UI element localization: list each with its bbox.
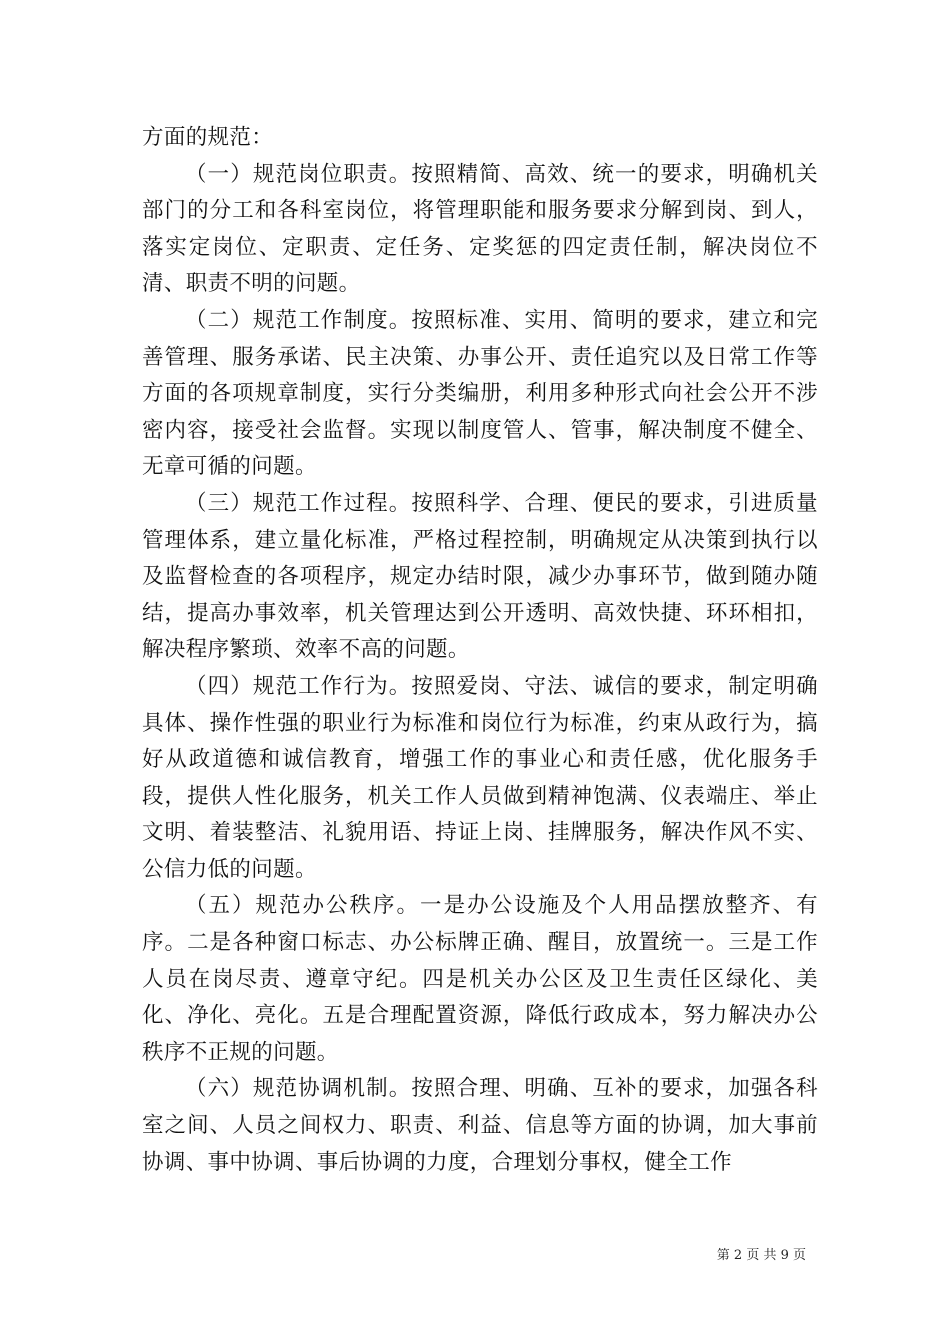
paragraph-job-duties: （一）规范岗位职责。按照精简、高效、统一的要求，明确机关部门的分工和各科室岗位，将管理职能和服务要求分解到岗、到人，落实定岗位、定职责、定任务、定奖惩的四定责任制，解决岗位不清、职责不明的问题。 bbox=[142, 161, 818, 297]
paragraph-work-conduct: （四）规范工作行为。按照爱岗、守法、诚信的要求，制定明确具体、操作性强的职业行为标准和岗位行为标准，约束从政行为，搞好从政道德和诚信教育，增强工作的事业心和责任感，优化服务手段，提供人性化服务，机关工作人员做到精神饱满、仪表端庄、举止文明、着装整洁、礼貌用语、持证上岗、挂牌服务，解决作风不实、公信力低的问题。 bbox=[142, 673, 818, 882]
paragraph-continuation: 方面的规范： bbox=[142, 125, 274, 150]
document-body bbox=[142, 120, 818, 1181]
paragraph-office-order: （五）规范办公秩序。一是办公设施及个人用品摆放整齐、有序。二是各种窗口标志、办公标牌正确、醒目，放置统一。三是工作人员在岗尽责、遵章守纪。四是机关办公区及卫生责任区绿化、美化、净化、亮化。五是合理配置资源，降低行政成本，努力解决办公秩序不正规的问题。 bbox=[142, 893, 818, 1065]
paragraph-coordination: （六）规范协调机制。按照合理、明确、互补的要求，加强各科室之间、人员之间权力、职责、利益、信息等方面的协调，加大事前协调、事中协调、事后协调的力度，合理划分事权，健全工作 bbox=[142, 1076, 818, 1175]
paragraph-work-system: （二）规范工作制度。按照标准、实用、简明的要求，建立和完善管理、服务承诺、民主决策、办事公开、责任追究以及日常工作等方面的各项规章制度，实行分类编册，利用多种形式向社会公开不涉密内容，接受社会监督。实现以制度管人、管事，解决制度不健全、无章可循的问题。 bbox=[142, 307, 818, 480]
page-number: 第 2 页 共 9 页 bbox=[716, 1248, 806, 1263]
paragraph-work-process: （三）规范工作过程。按照科学、合理、便民的要求，引进质量管理体系，建立量化标准，严格过程控制，明确规定从决策到执行以及监督检查的各项程序，规定办结时限，减少办事环节，做到随办随结，提高办事效率，机关管理达到公开透明、高效快捷、环环相扣，解决程序繁琐、效率不高的问题。 bbox=[142, 490, 818, 663]
